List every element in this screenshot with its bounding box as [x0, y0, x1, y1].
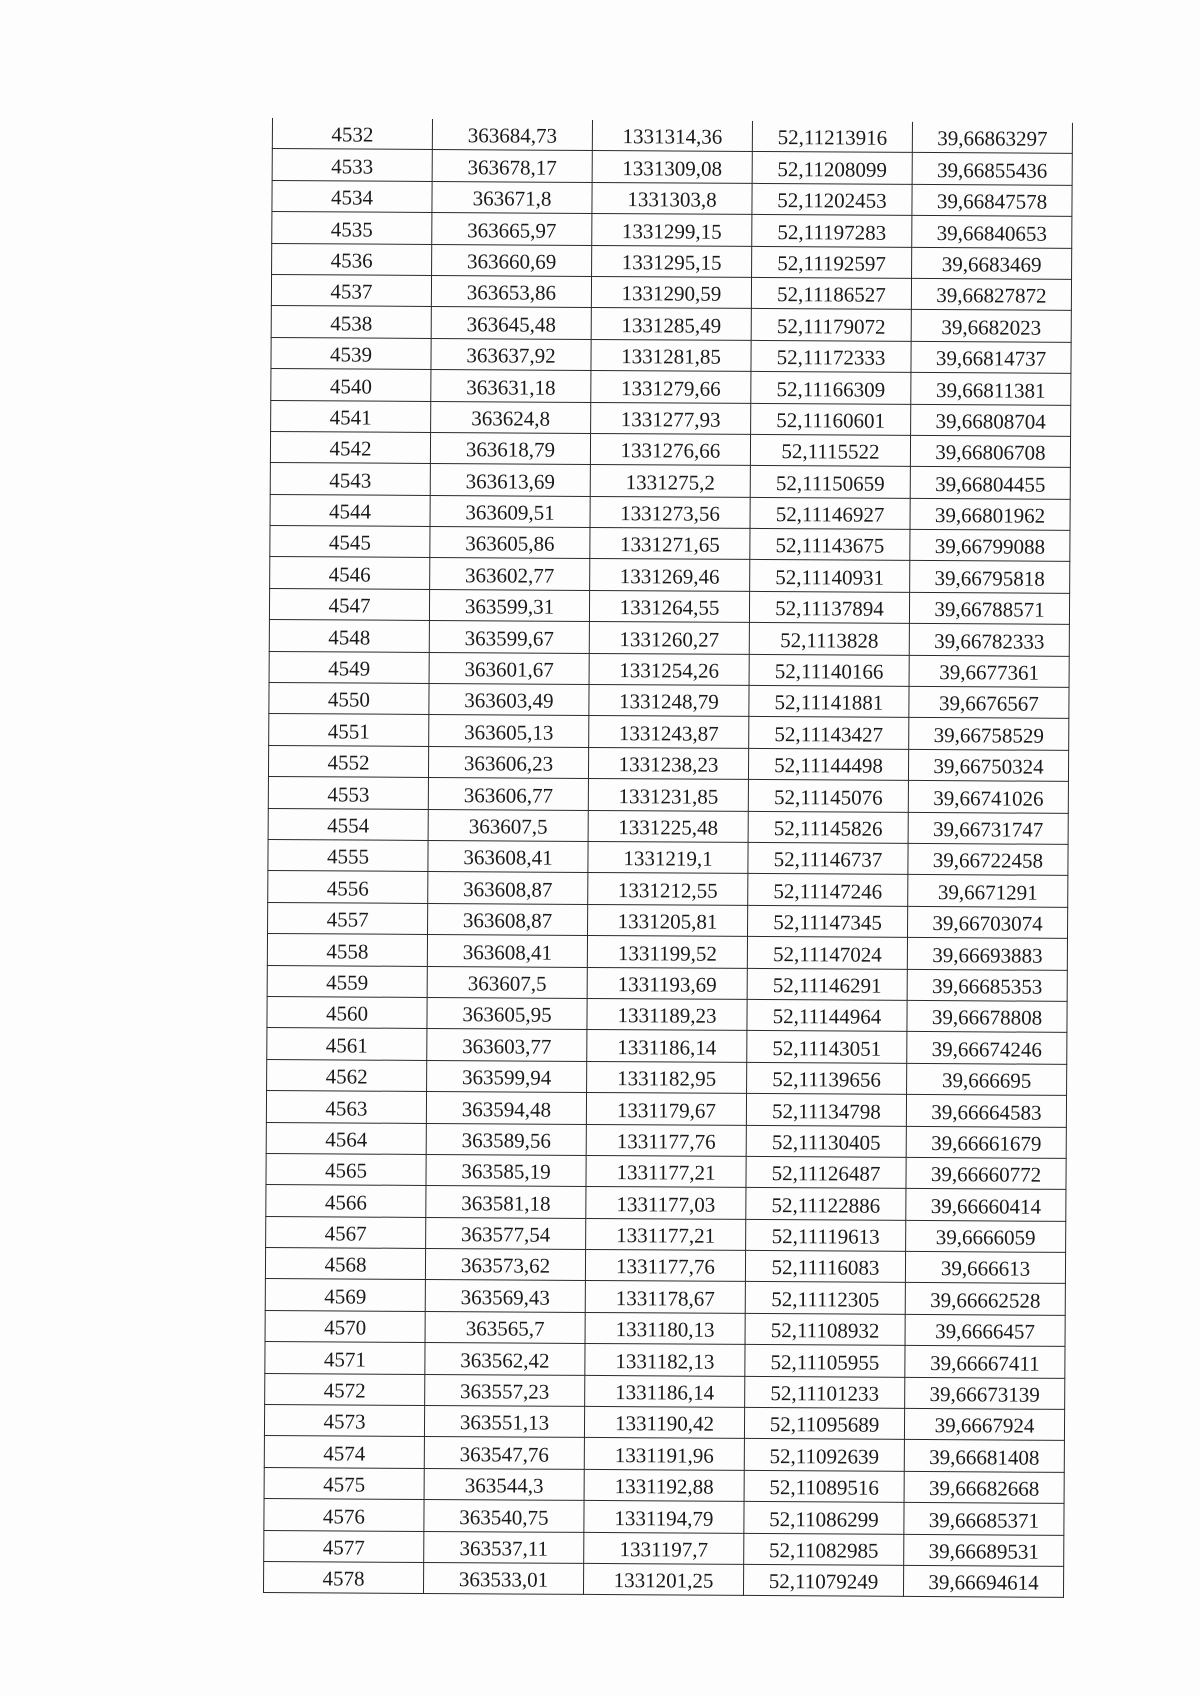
latitude-cell: 52,11145826 [748, 811, 908, 843]
latitude-cell: 52,1115522 [750, 434, 910, 466]
table-row [271, 306, 1071, 342]
table-row [265, 1248, 1065, 1284]
point-number-cell: 4568 [265, 1248, 425, 1280]
point-number-cell: 4552 [268, 745, 428, 777]
latitude-cell: 52,11112305 [745, 1282, 905, 1314]
longitude-cell: 39,66741026 [908, 781, 1068, 813]
x-coordinate-cell: 363608,87 [428, 872, 588, 904]
x-coordinate-cell: 363671,8 [432, 181, 592, 213]
point-number-cell: 4577 [264, 1530, 424, 1562]
coordinates-table-body [263, 118, 1072, 1598]
y-coordinate-cell: 1331238,23 [588, 747, 748, 779]
x-coordinate-cell: 363557,23 [425, 1374, 585, 1406]
table-row [265, 1310, 1065, 1346]
point-number-cell: 4535 [272, 212, 432, 244]
longitude-cell: 39,66855436 [912, 153, 1072, 185]
table-row [268, 871, 1068, 907]
table-row [272, 243, 1072, 279]
longitude-cell: 39,6683469 [912, 247, 1072, 279]
latitude-cell: 52,11179072 [751, 309, 911, 341]
point-number-cell: 4547 [269, 588, 429, 620]
y-coordinate-cell: 1331194,79 [584, 1501, 744, 1533]
y-coordinate-cell: 1331212,55 [588, 873, 748, 905]
point-number-cell: 4534 [272, 180, 432, 212]
x-coordinate-cell: 363585,19 [426, 1154, 586, 1186]
point-number-cell: 4542 [270, 431, 430, 463]
x-coordinate-cell: 363533,01 [423, 1562, 583, 1594]
longitude-cell: 39,66799088 [910, 529, 1070, 561]
table-row [264, 1499, 1064, 1535]
longitude-cell: 39,66814737 [911, 341, 1071, 373]
x-coordinate-cell: 363544,3 [424, 1468, 584, 1500]
x-coordinate-cell: 363613,69 [430, 464, 590, 496]
table-row [265, 1373, 1065, 1409]
x-coordinate-cell: 363565,7 [425, 1311, 585, 1343]
latitude-cell: 52,11105955 [745, 1345, 905, 1377]
longitude-cell: 39,66808704 [911, 404, 1071, 436]
latitude-cell: 52,1113828 [749, 623, 909, 655]
longitude-cell: 39,66689531 [904, 1534, 1064, 1566]
x-coordinate-cell: 363594,48 [426, 1092, 586, 1124]
x-coordinate-cell: 363653,86 [431, 275, 591, 307]
y-coordinate-cell: 1331269,46 [590, 559, 750, 591]
x-coordinate-cell: 363569,43 [425, 1280, 585, 1312]
table-row [271, 274, 1071, 310]
y-coordinate-cell: 1331281,85 [591, 339, 751, 371]
latitude-cell: 52,11122886 [746, 1188, 906, 1220]
point-number-cell: 4558 [267, 934, 427, 966]
table-row [267, 996, 1067, 1032]
latitude-cell: 52,11140166 [749, 654, 909, 686]
x-coordinate-cell: 363678,17 [432, 150, 592, 182]
point-number-cell: 4572 [265, 1373, 425, 1405]
x-coordinate-cell: 363602,77 [430, 558, 590, 590]
table-row [270, 494, 1070, 530]
point-number-cell: 4560 [267, 996, 427, 1028]
longitude-cell: 39,6677361 [909, 655, 1069, 687]
y-coordinate-cell: 1331179,67 [586, 1093, 746, 1125]
longitude-cell: 39,6671291 [908, 875, 1068, 907]
y-coordinate-cell: 1331190,42 [584, 1406, 744, 1438]
x-coordinate-cell: 363608,41 [428, 840, 588, 872]
y-coordinate-cell: 1331191,96 [584, 1438, 744, 1470]
latitude-cell: 52,11202453 [752, 183, 912, 215]
table-row [270, 431, 1070, 467]
longitude-cell: 39,66660772 [906, 1157, 1066, 1189]
point-number-cell: 4574 [264, 1436, 424, 1468]
table-row [268, 839, 1068, 875]
point-number-cell: 4541 [271, 400, 431, 432]
latitude-cell: 52,11092639 [744, 1439, 904, 1471]
point-number-cell: 4544 [270, 494, 430, 526]
longitude-cell: 39,66660414 [906, 1189, 1066, 1221]
x-coordinate-cell: 363637,92 [431, 338, 591, 370]
longitude-cell: 39,66863297 [912, 122, 1072, 154]
table-row [266, 1216, 1066, 1252]
longitude-cell: 39,6682023 [911, 310, 1071, 342]
longitude-cell: 39,6666457 [905, 1314, 1065, 1346]
point-number-cell: 4545 [270, 526, 430, 558]
point-number-cell: 4564 [266, 1122, 426, 1154]
x-coordinate-cell: 363645,48 [431, 307, 591, 339]
x-coordinate-cell: 363608,87 [428, 903, 588, 935]
latitude-cell: 52,11146927 [750, 497, 910, 529]
table-row [272, 118, 1072, 154]
latitude-cell: 52,11143051 [747, 1031, 907, 1063]
y-coordinate-cell: 1331309,08 [592, 151, 752, 183]
y-coordinate-cell: 1331192,88 [584, 1469, 744, 1501]
table-row [268, 745, 1068, 781]
latitude-cell: 52,11143675 [750, 529, 910, 561]
table-row [266, 1153, 1066, 1189]
x-coordinate-cell: 363607,5 [427, 966, 587, 998]
point-number-cell: 4573 [264, 1404, 424, 1436]
y-coordinate-cell: 1331199,52 [587, 936, 747, 968]
longitude-cell: 39,66693883 [907, 938, 1067, 970]
point-number-cell: 4539 [271, 337, 431, 369]
longitude-cell: 39,66750324 [908, 749, 1068, 781]
longitude-cell: 39,66703074 [908, 906, 1068, 938]
point-number-cell: 4570 [265, 1310, 425, 1342]
y-coordinate-cell: 1331182,95 [587, 1061, 747, 1093]
x-coordinate-cell: 363551,13 [424, 1405, 584, 1437]
point-number-cell: 4553 [268, 777, 428, 809]
latitude-cell: 52,11213916 [752, 121, 912, 153]
y-coordinate-cell: 1331189,23 [587, 998, 747, 1030]
longitude-cell: 39,66667411 [905, 1346, 1065, 1378]
latitude-cell: 52,11140931 [750, 560, 910, 592]
y-coordinate-cell: 1331290,59 [591, 276, 751, 308]
point-number-cell: 4575 [264, 1467, 424, 1499]
table-row [265, 1342, 1065, 1378]
x-coordinate-cell: 363605,95 [427, 997, 587, 1029]
y-coordinate-cell: 1331178,67 [585, 1281, 745, 1313]
longitude-cell: 39,66801962 [910, 498, 1070, 530]
table-row [263, 1561, 1063, 1597]
point-number-cell: 4537 [271, 274, 431, 306]
y-coordinate-cell: 1331177,76 [585, 1249, 745, 1281]
point-number-cell: 4555 [268, 839, 428, 871]
point-number-cell: 4550 [269, 683, 429, 715]
longitude-cell: 39,66694614 [903, 1565, 1063, 1597]
latitude-cell: 52,11166309 [751, 372, 911, 404]
longitude-cell: 39,66678808 [907, 1000, 1067, 1032]
x-coordinate-cell: 363537,11 [424, 1531, 584, 1563]
y-coordinate-cell: 1331273,56 [590, 496, 750, 528]
x-coordinate-cell: 363606,23 [428, 746, 588, 778]
table-row [269, 651, 1069, 687]
point-number-cell: 4551 [269, 714, 429, 746]
table-row [264, 1436, 1064, 1472]
x-coordinate-cell: 363660,69 [432, 244, 592, 276]
coordinates-table [263, 118, 1073, 1598]
point-number-cell: 4565 [266, 1153, 426, 1185]
table-row [268, 777, 1068, 813]
point-number-cell: 4548 [269, 620, 429, 652]
table-row [271, 400, 1071, 436]
table-row [271, 369, 1071, 405]
longitude-cell: 39,666613 [905, 1251, 1065, 1283]
x-coordinate-cell: 363577,54 [426, 1217, 586, 1249]
x-coordinate-cell: 363581,18 [426, 1186, 586, 1218]
latitude-cell: 52,11143427 [749, 717, 909, 749]
y-coordinate-cell: 1331271,65 [590, 528, 750, 560]
longitude-cell: 39,66674246 [907, 1032, 1067, 1064]
longitude-cell: 39,66847578 [912, 184, 1072, 216]
x-coordinate-cell: 363601,67 [429, 652, 589, 684]
latitude-cell: 52,11172333 [751, 340, 911, 372]
longitude-cell: 39,6667924 [904, 1408, 1064, 1440]
table-row [266, 1185, 1066, 1221]
point-number-cell: 4559 [267, 965, 427, 997]
latitude-cell: 52,11137894 [749, 591, 909, 623]
table-row [268, 902, 1068, 938]
longitude-cell: 39,66804455 [910, 467, 1070, 499]
longitude-cell: 39,66827872 [911, 278, 1071, 310]
latitude-cell: 52,11208099 [752, 152, 912, 184]
point-number-cell: 4540 [271, 369, 431, 401]
latitude-cell: 52,11119613 [746, 1219, 906, 1251]
table-row [270, 463, 1070, 499]
longitude-cell: 39,66685353 [907, 969, 1067, 1001]
table-row [265, 1279, 1065, 1315]
point-number-cell: 4556 [268, 871, 428, 903]
x-coordinate-cell: 363589,56 [426, 1123, 586, 1155]
latitude-cell: 52,11144498 [748, 748, 908, 780]
x-coordinate-cell: 363606,77 [428, 778, 588, 810]
y-coordinate-cell: 1331276,66 [590, 433, 750, 465]
longitude-cell: 39,66664583 [906, 1095, 1066, 1127]
y-coordinate-cell: 1331180,13 [585, 1312, 745, 1344]
latitude-cell: 52,11197283 [752, 215, 912, 247]
point-number-cell: 4569 [265, 1279, 425, 1311]
point-number-cell: 4571 [265, 1342, 425, 1374]
y-coordinate-cell: 1331197,7 [584, 1532, 744, 1564]
y-coordinate-cell: 1331205,81 [588, 904, 748, 936]
x-coordinate-cell: 363540,75 [424, 1500, 584, 1532]
table-row [264, 1404, 1064, 1440]
x-coordinate-cell: 363684,73 [432, 119, 592, 151]
table-row [271, 337, 1071, 373]
table-row [268, 808, 1068, 844]
latitude-cell: 52,11089516 [744, 1470, 904, 1502]
longitude-cell: 39,666695 [907, 1063, 1067, 1095]
y-coordinate-cell: 1331285,49 [591, 308, 751, 340]
point-number-cell: 4567 [266, 1216, 426, 1248]
point-number-cell: 4562 [267, 1059, 427, 1091]
x-coordinate-cell: 363607,5 [428, 809, 588, 841]
latitude-cell: 52,11079249 [743, 1564, 903, 1596]
longitude-cell: 39,66811381 [911, 373, 1071, 405]
table-row [267, 1059, 1067, 1095]
table-row [264, 1467, 1064, 1503]
table-row [266, 1091, 1066, 1127]
table-row [269, 683, 1069, 719]
point-number-cell: 4566 [266, 1185, 426, 1217]
x-coordinate-cell: 363605,86 [430, 527, 590, 559]
table-row [270, 526, 1070, 562]
longitude-cell: 39,66722458 [908, 843, 1068, 875]
longitude-cell: 39,66673139 [905, 1377, 1065, 1409]
point-number-cell: 4578 [263, 1561, 423, 1593]
point-number-cell: 4533 [272, 149, 432, 181]
x-coordinate-cell: 363599,94 [427, 1060, 587, 1092]
y-coordinate-cell: 1331231,85 [588, 779, 748, 811]
table-row [272, 212, 1072, 248]
longitude-cell: 39,66806708 [910, 435, 1070, 467]
longitude-cell: 39,66661679 [906, 1126, 1066, 1158]
y-coordinate-cell: 1331243,87 [589, 716, 749, 748]
point-number-cell: 4543 [270, 463, 430, 495]
point-number-cell: 4546 [270, 557, 430, 589]
x-coordinate-cell: 363624,8 [431, 401, 591, 433]
longitude-cell: 39,66782333 [909, 624, 1069, 656]
y-coordinate-cell: 1331177,21 [586, 1155, 746, 1187]
point-number-cell: 4554 [268, 808, 428, 840]
latitude-cell: 52,11086299 [744, 1502, 904, 1534]
longitude-cell: 39,66840653 [912, 216, 1072, 248]
table-row [272, 149, 1072, 185]
y-coordinate-cell: 1331177,21 [586, 1218, 746, 1250]
y-coordinate-cell: 1331254,26 [589, 653, 749, 685]
latitude-cell: 52,11147024 [747, 937, 907, 969]
y-coordinate-cell: 1331279,66 [591, 371, 751, 403]
table-row [267, 965, 1067, 1001]
table-row [269, 620, 1069, 656]
latitude-cell: 52,11147246 [748, 874, 908, 906]
latitude-cell: 52,11108932 [745, 1313, 905, 1345]
longitude-cell: 39,66788571 [909, 592, 1069, 624]
latitude-cell: 52,11146737 [748, 842, 908, 874]
table-row [272, 180, 1072, 216]
y-coordinate-cell: 1331275,2 [590, 465, 750, 497]
latitude-cell: 52,11145076 [748, 780, 908, 812]
longitude-cell: 39,6676567 [909, 686, 1069, 718]
y-coordinate-cell: 1331277,93 [591, 402, 751, 434]
y-coordinate-cell: 1331177,03 [586, 1187, 746, 1219]
table-row [266, 1122, 1066, 1158]
y-coordinate-cell: 1331299,15 [592, 214, 752, 246]
latitude-cell: 52,11144964 [747, 999, 907, 1031]
y-coordinate-cell: 1331193,69 [587, 967, 747, 999]
x-coordinate-cell: 363608,41 [427, 935, 587, 967]
y-coordinate-cell: 1331177,76 [586, 1124, 746, 1156]
y-coordinate-cell: 1331264,55 [589, 590, 749, 622]
table-row [267, 934, 1067, 970]
longitude-cell: 39,66685371 [904, 1503, 1064, 1535]
point-number-cell: 4557 [268, 902, 428, 934]
y-coordinate-cell: 1331186,14 [587, 1030, 747, 1062]
latitude-cell: 52,11141881 [749, 685, 909, 717]
table-row [264, 1530, 1064, 1566]
longitude-cell: 39,66795818 [910, 561, 1070, 593]
longitude-cell: 39,66662528 [905, 1283, 1065, 1315]
latitude-cell: 52,11095689 [744, 1407, 904, 1439]
table-row [269, 714, 1069, 750]
longitude-cell: 39,66681408 [904, 1440, 1064, 1472]
point-number-cell: 4532 [272, 118, 432, 150]
x-coordinate-cell: 363603,49 [429, 684, 589, 716]
y-coordinate-cell: 1331248,79 [589, 684, 749, 716]
y-coordinate-cell: 1331303,8 [592, 182, 752, 214]
table-row [270, 557, 1070, 593]
point-number-cell: 4549 [269, 651, 429, 683]
point-number-cell: 4536 [272, 243, 432, 275]
latitude-cell: 52,11146291 [747, 968, 907, 1000]
y-coordinate-cell: 1331314,36 [592, 120, 752, 152]
y-coordinate-cell: 1331182,13 [585, 1344, 745, 1376]
longitude-cell: 39,6666059 [906, 1220, 1066, 1252]
latitude-cell: 52,11101233 [745, 1376, 905, 1408]
latitude-cell: 52,11130405 [746, 1125, 906, 1157]
latitude-cell: 52,11186527 [751, 277, 911, 309]
latitude-cell: 52,11150659 [750, 466, 910, 498]
x-coordinate-cell: 363605,13 [429, 715, 589, 747]
x-coordinate-cell: 363609,51 [430, 495, 590, 527]
latitude-cell: 52,11116083 [745, 1250, 905, 1282]
x-coordinate-cell: 363547,76 [424, 1437, 584, 1469]
y-coordinate-cell: 1331295,15 [592, 245, 752, 277]
latitude-cell: 52,11160601 [751, 403, 911, 435]
x-coordinate-cell: 363599,67 [429, 621, 589, 653]
latitude-cell: 52,11147345 [748, 905, 908, 937]
point-number-cell: 4563 [266, 1091, 426, 1123]
point-number-cell: 4561 [267, 1028, 427, 1060]
latitude-cell: 52,11126487 [746, 1156, 906, 1188]
x-coordinate-cell: 363631,18 [431, 370, 591, 402]
latitude-cell: 52,11139656 [747, 1062, 907, 1094]
latitude-cell: 52,11134798 [746, 1094, 906, 1126]
x-coordinate-cell: 363573,62 [425, 1249, 585, 1281]
latitude-cell: 52,11192597 [752, 246, 912, 278]
point-number-cell: 4576 [264, 1499, 424, 1531]
latitude-cell: 52,11082985 [744, 1533, 904, 1565]
y-coordinate-cell: 1331201,25 [583, 1563, 743, 1595]
x-coordinate-cell: 363599,31 [429, 589, 589, 621]
x-coordinate-cell: 363603,77 [427, 1029, 587, 1061]
x-coordinate-cell: 363562,42 [425, 1343, 585, 1375]
y-coordinate-cell: 1331225,48 [588, 810, 748, 842]
longitude-cell: 39,66758529 [909, 718, 1069, 750]
y-coordinate-cell: 1331260,27 [589, 622, 749, 654]
y-coordinate-cell: 1331186,14 [585, 1375, 745, 1407]
point-number-cell: 4538 [271, 306, 431, 338]
table-row [269, 588, 1069, 624]
x-coordinate-cell: 363618,79 [430, 432, 590, 464]
table-row [267, 1028, 1067, 1064]
y-coordinate-cell: 1331219,1 [588, 841, 748, 873]
longitude-cell: 39,66731747 [908, 812, 1068, 844]
x-coordinate-cell: 363665,97 [432, 213, 592, 245]
longitude-cell: 39,66682668 [904, 1471, 1064, 1503]
